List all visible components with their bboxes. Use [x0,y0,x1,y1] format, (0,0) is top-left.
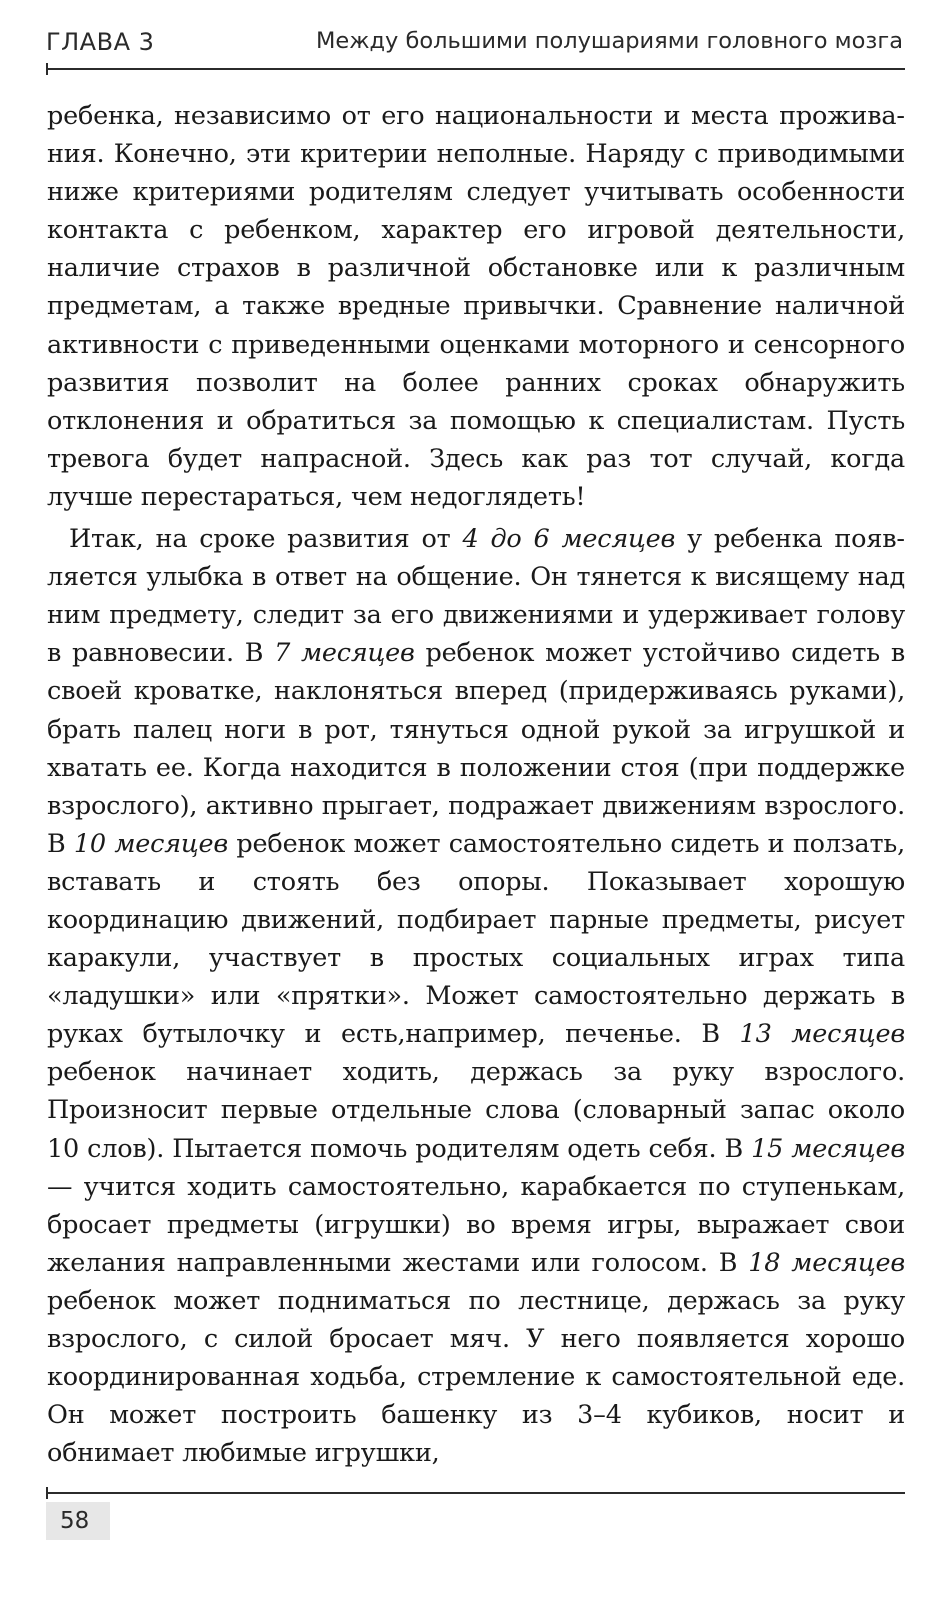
chapter-title: Между большими полушариями головного мозга [315,28,903,54]
paragraph-2-segment-1: Итак, на сроке развития от [69,524,463,555]
paragraph-2-segment-5: ребенок может устойчиво сидеть в своей кроватке, наклоняться вперед (придерживаясь руками), брать палец ноги в рот, тянуться одной рукой за игрушкой и хватать ее. Когда находится в положении стоя (при поддержке взрослого), активно прыгает, подражает движениям взрослого. В [47,638,905,859]
paragraph-2-segment-13: ребенок может подниматься по лестнице, держась за руку взрослого, с силой бросает мяч. У него появляется хорошо координированная ходьба, стремление к самостоятельной еде. Он может построить башенку из 3–4 кубиков, носит и обнимает любимые игрушки, [47,1285,905,1469]
chapter-label: ГЛАВА 3 [46,28,155,56]
paragraph-2-segment-7: ребенок может самостоятельно сидеть и ползать, вставать и стоять без опоры. Показывает хорошую координацию движений, подбирает парные предметы, рисует каракули, участвует в простых социальных играх типа «ладушки» или «прятки». Может самостоятельно держать в руках бутылочку и есть,например, печенье. В [47,828,905,1050]
paragraph-2 [47,520,905,1472]
running-header [46,26,903,60]
paragraph-2-age-10-months: 10 месяцев [73,828,229,859]
paragraph-2-segment-3: у ребенка появляется улыбка в ответ на общение. Он тянется к висящему над ним предмету, следит за его движениями и удерживает голову в равновесии. В [47,524,906,669]
page-number: 58 [46,1502,110,1540]
paragraph-2-segment-9: ребенок начинает ходить, держась за руку взрослого. Произносит первые отдельные слова (словарный запас около 10 слов). Пытается помочь родителям одеть себя. В [47,1057,905,1164]
paragraph-2-age-13-months: 13 месяцев [739,1019,905,1050]
paragraph-2-age-18-months: 18 месяцев [748,1247,905,1278]
paragraph-1-segment-1: ребенка, независимо от его национальности и места проживания. Конечно, эти критерии неполные. Наряду с приводимыми ниже критериями родителям следует учитывать особенности контакта с ребенком, характер его игровой деятельности, наличие страхов в различной обстановке или к различным предметам, а также вредные привычки. Сравнение наличной активности с приведенными оценками моторного и сенсорного развития позволит на более ранних сроках обнаружить отклонения и обратиться за помощью к специалистам. Пусть тревога будет напрасной. Здесь как раз тот случай, когда лучше перестараться, чем недоглядеть! [47,101,905,512]
footer-rule [46,1492,905,1494]
paragraph-2-age-15-months: 15 месяцев [751,1133,905,1164]
body-text [47,97,905,1472]
paragraph-2-segment-11: — учится ходить самостоятельно, карабкается по ступенькам, бросает предметы (игрушки) во время игры, выражает свои желания направленными жестами или голосом. В [47,1171,905,1278]
header-rule [46,68,905,70]
paragraph-1 [47,97,905,516]
paragraph-2-age-4-6-months: 4 до 6 месяцев [462,524,676,555]
paragraph-2-age-7-months: 7 месяцев [274,638,415,669]
